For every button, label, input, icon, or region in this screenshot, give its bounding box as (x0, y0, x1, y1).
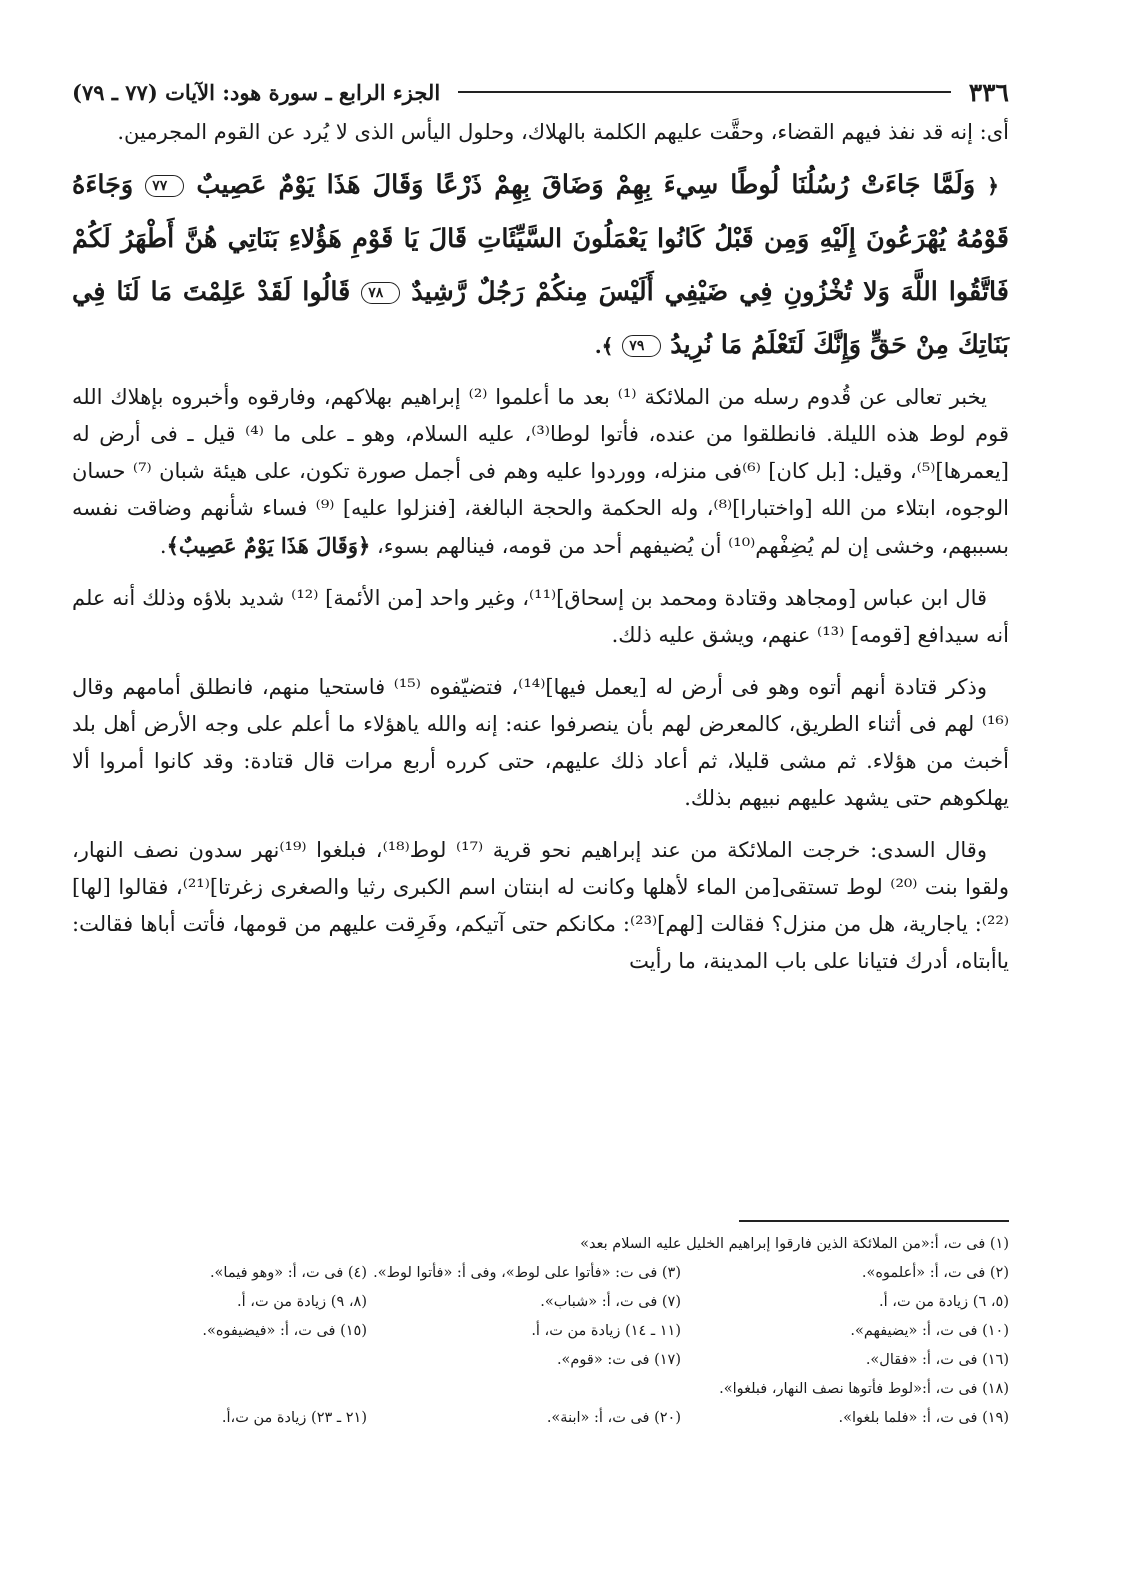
footnote-line (72, 1375, 1009, 1404)
inline-quran-quote: ﴿وَقَالَ هَذَا يَوْمٌ عَصِيبٌ﴾ (166, 533, 371, 558)
footnote: (١٥) فى ت، أ: «فيضيفوه». (202, 1323, 367, 1339)
verse-part-3: قَالُوا لَقَدْ عَلِمْتَ مَا لَنَا فِي بَنَاتِكَ مِنْ حَقٍّ وَإِنَّكَ لَتَعْلَمُ مَا نُرِيدُ (72, 277, 1009, 360)
commentary-paragraph-4: وقال السدى: خرجت الملائكة من عند إبراهيم نحو قرية ⁽¹⁷⁾ لوط⁽¹⁸⁾، فبلغوا ⁽¹⁹⁾نهر سدون نصف النهار، ولقوا بنت ⁽²⁰⁾ لوط تستقى[من الماء لأهلها وكانت له ابنتان اسم الكبرى رثيا والصغرى زغرتا]⁽²¹⁾، فقالوا [لها]⁽²²⁾: ياجارية، هل من منزل؟ فقالت [لهم]⁽²³⁾: مكانكم حتى آتيكم، وفَرِقت عليهم من قومها، فأتت أباها فقالت: ياأبتاه، أدرك فتيانا على باب المدينة، ما رأيت (72, 838, 1010, 973)
header-rule (458, 91, 951, 93)
page-number: ٣٣٦ (968, 77, 1009, 107)
footnote: (٣) فى ت: «فأتوا على لوط»، وفى أ: «فأتوا لوط». (373, 1265, 681, 1281)
page (72, 70, 1009, 1510)
footnote: (١٨) فى ت، أ:«لوط فأتوها نصف النهار، فبلغوا». (719, 1381, 1009, 1397)
footnote: (١) فى ت، أ:«من الملائكة الذين فارقوا إبراهيم الخليل عليه السلام بعد» (580, 1236, 1009, 1252)
paragraph-1-end: . (159, 534, 167, 558)
footnote-line (72, 1404, 1009, 1433)
footnote: (٥، ٦) زيادة من ت، أ. (879, 1294, 1009, 1310)
quran-verse (72, 159, 1009, 373)
footnote: (٧) فى ت، أ: «شباب». (540, 1294, 681, 1310)
intro-paragraph: أى: إنه قد نفذ فيهم القضاء، وحقَّت عليهم الكلمة بالهلاك، وحلول اليأس الذى لا يُرد عن القوم المجرمين. (117, 120, 1009, 144)
ayah-number-78: ٧٨ (361, 282, 400, 304)
footnote: (١١ ـ ١٤) زيادة من ت، أ. (531, 1323, 681, 1339)
commentary-paragraph-3: وذكر قتادة أنهم أتوه وهو فى أرض له [يعمل فيها]⁽¹⁴⁾، فتضيّفوه ⁽¹⁵⁾ فاستحيا منهم، فانطلق أمامهم وقال ⁽¹⁶⁾ لهم فى أثناء الطريق، كالمعرض لهم بأن ينصرفوا عنه: إنه والله ياهؤلاء ما أعلم على وجه الأرض أهل بلد أخبث من هؤلاء. ثم مشى قليلا، ثم أعاد ذلك عليهم، حتى كرره أربع مرات قال قتادة: وقد كانوا أمروا ألا يهلكوهم حتى يشهد عليهم نبيهم بذلك. (72, 675, 1009, 810)
footnote: (١٦) فى ت، أ: «فقال». (865, 1352, 1009, 1368)
ayah-number-77: ٧٧ (145, 175, 184, 197)
footnote: (٢١ ـ ٢٣) زيادة من ت،أ. (221, 1410, 367, 1426)
verse-open-bracket: ﴿ (987, 174, 999, 198)
footnote: (٨، ٩) زيادة من ت، أ. (237, 1294, 367, 1310)
footnote: (٢) فى ت، أ: «أعلموه». (861, 1265, 1009, 1281)
footnote-line (72, 1288, 1009, 1317)
footnotes (72, 1230, 1009, 1433)
footnote-separator (739, 1220, 1009, 1222)
verse-part-1: وَلَمَّا جَاءَتْ رُسُلُنَا لُوطًا سِيءَ بِهِمْ وَضَاقَ بِهِمْ ذَرْعًا وَقَالَ هَذَا يَوْمٌ عَصِيبٌ (196, 170, 976, 200)
footnote-line (72, 1230, 1009, 1259)
paragraph-1-text: يخبر تعالى عن قُدوم رسله من الملائكة ⁽¹⁾ بعد ما أعلموا ⁽²⁾ إبراهيم بهلاكهم، وفارقوه وأخبروه بإهلاك الله قوم لوط هذه الليلة. فانطلقوا من عنده، فأتوا لوطا⁽³⁾، عليه السلام، وهو ـ على ما ⁽⁴⁾ قيل ـ فى أرض له [يعمرها]⁽⁵⁾، وقيل: [بل كان] ⁽⁶⁾فى منزله، ووردوا عليه وهم فى أجمل صورة تكون، على هيئة شبان ⁽⁷⁾ حسان الوجوه، ابتلاء من الله [واختبارا]⁽⁸⁾، وله الحكمة والحجة البالغة، [فنزلوا عليه] ⁽⁹⁾ فساء شأنهم وضاقت نفسه بسببهم، وخشى إن لم يُضِفْهم⁽¹⁰⁾ أن يُضيفهم أحد من قومه، فينالهم بسوء، (72, 385, 1010, 558)
footnote: (١٧) فى ت: «قوم». (556, 1352, 681, 1368)
ayah-number-79: ٧٩ (622, 335, 661, 357)
footnote: (١٠) فى ت، أ: «يضيفهم». (850, 1323, 1009, 1339)
footnote-line (72, 1346, 1009, 1375)
running-header (72, 70, 1009, 114)
header-title: الجزء الرابع ـ سورة هود: الآيات (٧٧ ـ ٧٩) (72, 79, 441, 105)
footnote: (١٩) فى ت، أ: «فلما بلغوا». (838, 1410, 1009, 1426)
footnote: (٤) فى ت، أ: «وهو فيما». (209, 1265, 367, 1281)
commentary-paragraph-1 (72, 379, 1009, 565)
footnote (72, 1346, 367, 1375)
footnote-line (72, 1317, 1009, 1346)
verse-close-bracket: ﴾. (594, 334, 614, 358)
footnote: (٢٠) فى ت، أ: «ابنة». (546, 1410, 681, 1426)
commentary-paragraph-2: قال ابن عباس [ومجاهد وقتادة ومحمد بن إسحاق]⁽¹¹⁾، وغير واحد [من الأئمة] ⁽¹²⁾ شديد بلاؤه وذلك أنه علم أنه سيدافع [قومه] ⁽¹³⁾ عنهم، ويشق عليه ذلك. (72, 586, 1009, 647)
footnote-line (72, 1259, 1009, 1288)
verse-part-2: وَجَاءَهُ قَوْمُهُ يُهْرَعُونَ إِلَيْهِ وَمِن قَبْلُ كَانُوا يَعْمَلُونَ السَّيِّئَاتِ قَالَ يَا قَوْمِ هَؤُلاءِ بَنَاتِي هُنَّ أَطْهَرُ لَكُمْ فَاتَّقُوا اللَّهَ وَلا تُخْزُونِ فِي ضَيْفِي أَلَيْسَ مِنكُمْ رَجُلٌ رَّشِيدٌ (72, 170, 1009, 307)
